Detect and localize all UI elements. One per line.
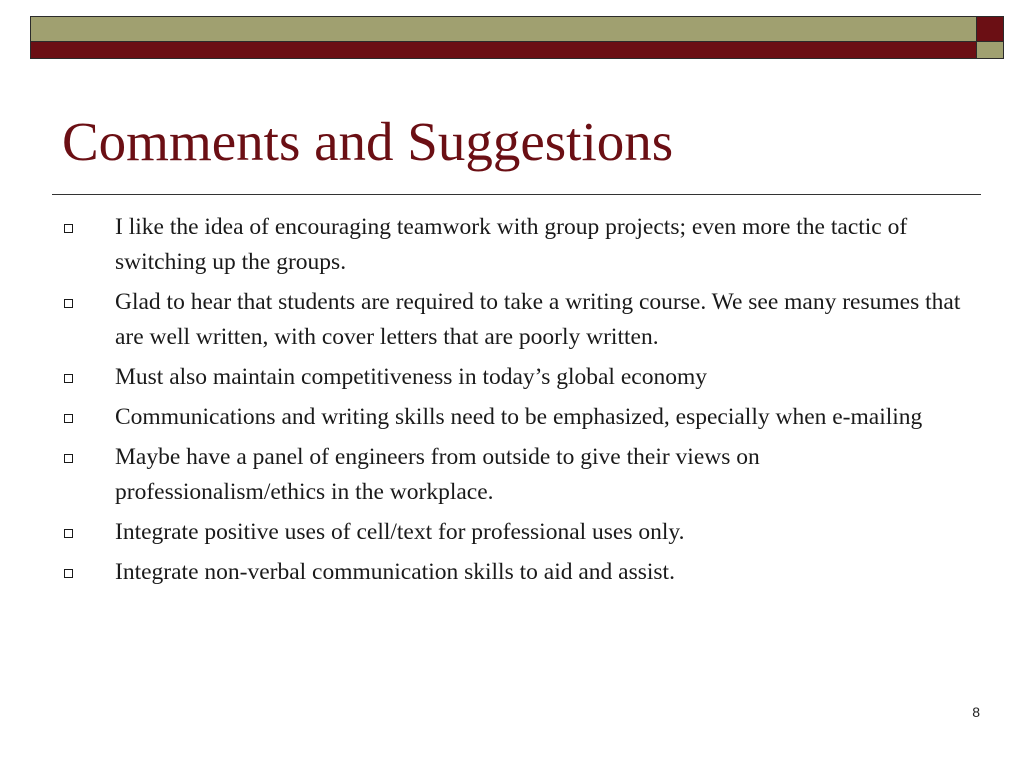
bullet-text: Glad to hear that students are required to take a writing course. We see many resumes that are well written, with cover letters that are poorly written. xyxy=(115,289,961,350)
header-band-olive xyxy=(30,16,977,42)
page-number: 8 xyxy=(972,704,980,720)
bullet-list xyxy=(62,210,962,595)
bullet-text: Integrate positive uses of cell/text for professional uses only. xyxy=(115,519,685,545)
title-divider xyxy=(52,194,981,195)
bullet-text: I like the idea of encouraging teamwork with group projects; even more the tactic of switching up the groups. xyxy=(115,214,908,275)
bullet-item xyxy=(62,285,962,355)
square-bullet-icon xyxy=(64,569,73,578)
bullet-text: Must also maintain competitiveness in today’s global economy xyxy=(115,364,707,390)
header-corner-olive xyxy=(977,42,1004,59)
bullet-item xyxy=(62,210,962,280)
bullet-item xyxy=(62,515,962,550)
square-bullet-icon xyxy=(64,299,73,308)
square-bullet-icon xyxy=(64,414,73,423)
bullet-text: Communications and writing skills need to be emphasized, especially when e-mailing xyxy=(115,404,923,430)
bullet-item xyxy=(62,555,962,590)
bullet-item xyxy=(62,400,962,435)
bullet-item xyxy=(62,360,962,395)
square-bullet-icon xyxy=(64,224,73,233)
bullet-text: Maybe have a panel of engineers from outside to give their views on professionalism/ethics in the workplace. xyxy=(115,444,760,505)
square-bullet-icon xyxy=(64,529,73,538)
header-corner-maroon xyxy=(977,16,1004,42)
bullet-text: Integrate non-verbal communication skills to aid and assist. xyxy=(115,559,675,585)
square-bullet-icon xyxy=(64,454,73,463)
slide-title: Comments and Suggestions xyxy=(62,111,674,172)
bullet-item xyxy=(62,440,962,510)
header-band-maroon xyxy=(30,42,977,59)
square-bullet-icon xyxy=(64,374,73,383)
